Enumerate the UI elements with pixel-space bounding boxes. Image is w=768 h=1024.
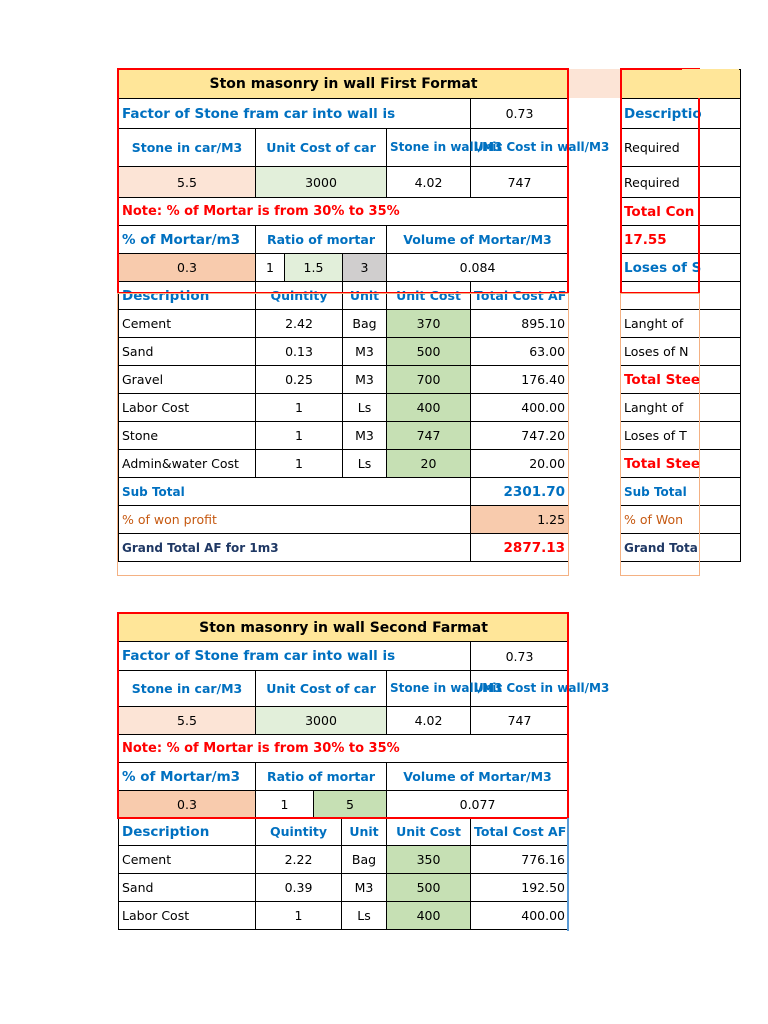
side-table-clip [620,68,702,578]
side-total-steel-1: Total Stee [621,366,741,394]
first-v-stone-car[interactable]: 5.5 [119,167,256,198]
side-title-extension [682,69,739,98]
second-h-unit-cost-wall: Unit Cost in wall/M3 [471,671,569,707]
row-description: Cement [119,310,256,338]
second-h-unit-cost-car: Unit Cost of car [256,671,387,707]
second-v-volume[interactable]: 0.077 [387,791,569,819]
second-col-unit-cost: Unit Cost [387,818,471,846]
table-row [119,310,569,338]
row-unit: Ls [343,394,387,422]
second-v-unit-cost-wall[interactable]: 747 [471,707,569,735]
row-description: Admin&water Cost [119,450,256,478]
first-v-volume[interactable]: 0.084 [387,254,569,282]
row-quantity[interactable]: 0.25 [256,366,343,394]
row-unit: M3 [342,874,387,902]
row-quantity[interactable]: 1 [256,450,343,478]
row-unit: M3 [343,422,387,450]
side-langht-1: Langht of [621,310,741,338]
row-total-cost: 192.50 [471,874,569,902]
table-row [119,846,569,874]
row-unit: Ls [343,450,387,478]
second-h-ratio: Ratio of mortar [256,763,387,791]
row-unit-cost[interactable]: 350 [387,846,471,874]
row-quantity[interactable]: 0.13 [256,338,343,366]
first-subtotal-label: Sub Total [119,478,471,506]
first-title: Ston masonry in wall First Format [119,70,569,99]
row-unit-cost[interactable]: 370 [387,310,471,338]
table-row [119,874,569,902]
row-unit-cost[interactable]: 747 [387,422,471,450]
second-note: Note: % of Mortar is from 30% to 35% [119,735,569,763]
first-title-extension [569,69,621,98]
side-subtotal: Sub Total [621,478,741,506]
side-langht-2: Langht of [621,394,741,422]
row-total-cost: 747.20 [471,422,569,450]
second-col-quantity: Quintity [256,818,342,846]
side-value: 17.55 [621,226,741,254]
row-unit-cost[interactable]: 20 [387,450,471,478]
row-unit-cost[interactable]: 700 [387,366,471,394]
second-ratio-sand[interactable]: 5 [314,791,387,819]
row-total-cost: 176.40 [471,366,569,394]
first-note: Note: % of Mortar is from 30% to 35% [119,198,569,226]
row-total-cost: 400.00 [471,394,569,422]
second-v-unit-cost-car[interactable]: 3000 [256,707,387,735]
table-row [119,902,569,930]
row-description: Stone [119,422,256,450]
first-col-unit: Unit [343,282,387,310]
second-h-stone-car: Stone in car/M3 [119,671,256,707]
row-unit: M3 [343,338,387,366]
row-unit-cost[interactable]: 500 [387,338,471,366]
first-h-unit-cost-wall: Unit Cost in wall/M3 [471,129,569,167]
second-title: Ston masonry in wall Second Farmat [119,614,569,642]
first-h-stone-car: Stone in car/M3 [119,129,256,167]
side-table [620,69,741,562]
side-description: Descriptio [621,99,741,129]
table-row [119,450,569,478]
second-v-stone-wall[interactable]: 4.02 [387,707,471,735]
second-factor-label: Factor of Stone fram car into wall is [119,642,471,671]
first-v-stone-wall[interactable]: 4.02 [387,167,471,198]
side-grand: Grand Tota [621,534,741,562]
row-unit-cost[interactable]: 400 [387,394,471,422]
table-row [119,422,569,450]
first-h-stone-wall: Stone in wall/M3 [387,129,471,167]
row-unit: M3 [343,366,387,394]
second-h-volume: Volume of Mortar/M3 [387,763,569,791]
second-h-stone-wall: Stone in wall/M3 [387,671,471,707]
row-quantity[interactable]: 2.42 [256,310,343,338]
row-unit-cost[interactable]: 500 [387,874,471,902]
second-col-description: Description [119,818,256,846]
side-won: % of Won [621,506,741,534]
row-unit-cost[interactable]: 400 [387,902,471,930]
row-quantity[interactable]: 1 [256,394,343,422]
row-total-cost: 20.00 [471,450,569,478]
side-loses-t: Loses of T [621,422,741,450]
second-format-body [118,817,569,930]
first-col-description: Description [119,282,256,310]
second-col-unit: Unit [342,818,387,846]
second-body-right-edge [567,818,569,931]
side-required-1: Required [621,129,741,167]
second-factor-value[interactable]: 0.73 [471,642,569,671]
first-h-unit-cost-car: Unit Cost of car [256,129,387,167]
row-description: Labor Cost [119,902,256,930]
row-quantity[interactable]: 2.22 [256,846,342,874]
row-total-cost: 63.00 [471,338,569,366]
side-empty [621,282,741,310]
table-row [119,338,569,366]
second-col-total-cost: Total Cost AF [471,818,569,846]
first-v-mortar[interactable]: 0.3 [119,254,256,282]
row-description: Sand [119,874,256,902]
second-v-stone-car[interactable]: 5.5 [119,707,256,735]
row-total-cost: 400.00 [471,902,569,930]
row-description: Sand [119,338,256,366]
first-profit-label: % of won profit [119,506,471,534]
second-h-mortar: % of Mortar/m3 [119,763,256,791]
side-loses-s: Loses of S [621,254,741,282]
first-factor-value[interactable]: 0.73 [471,99,569,129]
first-grand-value: 2877.13 [471,534,569,562]
side-total-con: Total Con [621,198,741,226]
first-col-unit-cost: Unit Cost [387,282,471,310]
first-v-unit-cost-wall[interactable]: 747 [471,167,569,198]
row-description: Cement [119,846,256,874]
row-quantity[interactable]: 1 [256,902,342,930]
row-description: Labor Cost [119,394,256,422]
first-h-ratio: Ratio of mortar [256,226,387,254]
first-profit-value[interactable]: 1.25 [471,506,569,534]
row-total-cost: 895.10 [471,310,569,338]
row-quantity[interactable]: 0.39 [256,874,342,902]
first-ratio-gravel[interactable]: 3 [343,254,387,282]
second-format-table [118,613,610,819]
row-unit: Bag [342,846,387,874]
first-col-total-cost: Total Cost AF [471,282,569,310]
side-required-2: Required [621,167,741,198]
first-h-mortar: % of Mortar/m3 [119,226,256,254]
second-v-mortar[interactable]: 0.3 [119,791,256,819]
first-col-quantity: Quintity [256,282,343,310]
first-h-volume: Volume of Mortar/M3 [387,226,569,254]
table-row [119,366,569,394]
row-unit: Bag [343,310,387,338]
row-total-cost: 776.16 [471,846,569,874]
first-grand-label: Grand Total AF for 1m3 [119,534,471,562]
first-subtotal-value: 2301.70 [471,478,569,506]
table-row [119,394,569,422]
row-description: Gravel [119,366,256,394]
row-quantity[interactable]: 1 [256,422,343,450]
first-v-unit-cost-car[interactable]: 3000 [256,167,387,198]
row-unit: Ls [342,902,387,930]
first-ratio-sand[interactable]: 1.5 [285,254,343,282]
side-total-steel-2: Total Stee [621,450,741,478]
first-ratio-cement[interactable]: 1 [256,254,285,282]
second-ratio-cement[interactable]: 1 [256,791,314,819]
first-format-table [118,69,610,562]
side-loses-n: Loses of N [621,338,741,366]
first-factor-label: Factor of Stone fram car into wall is [119,99,471,129]
